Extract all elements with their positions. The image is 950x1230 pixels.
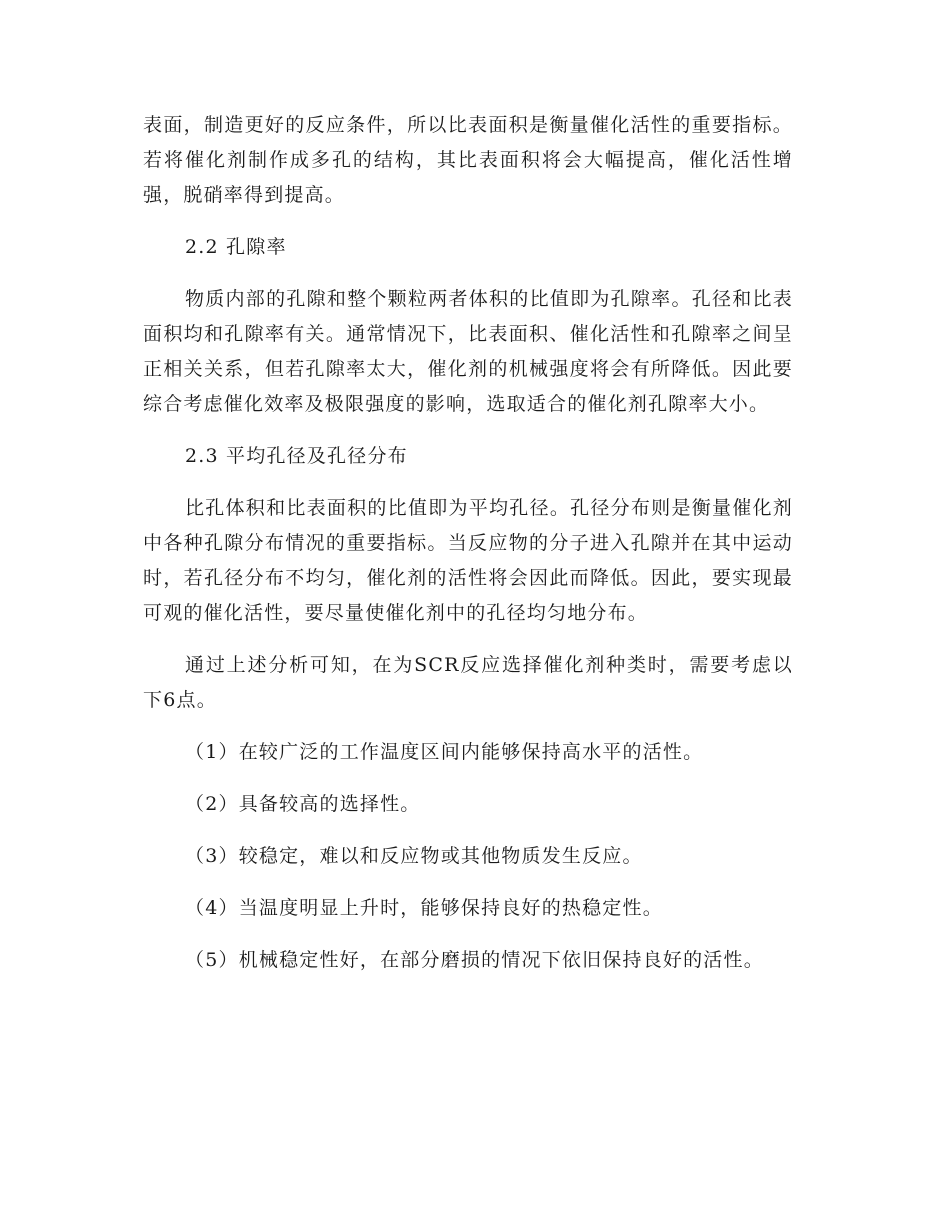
section-heading-pore-size: 2.3 平均孔径及孔径分布	[185, 445, 408, 467]
section-heading-porosity: 2.2 孔隙率	[185, 236, 287, 258]
list-item: （2）具备较高的选择性。	[185, 793, 421, 815]
list-item: （1）在较广泛的工作温度区间内能够保持高水平的活性。	[185, 741, 704, 763]
list-item: （3）较稳定，难以和反应物或其他物质发生反应。	[185, 845, 643, 867]
list-item: （4）当温度明显上升时，能够保持良好的热稳定性。	[185, 897, 663, 919]
document-body	[143, 108, 793, 995]
paragraph-specific-surface-area: 表面，制造更好的反应条件，所以比表面积是衡量催化活性的重要指标。若将催化剂制作成多孔的结构，其比表面积将会大幅提高，催化活性增强，脱硝率得到提高。	[143, 114, 793, 206]
paragraph-pore-size: 比孔体积和比表面积的比值即为平均孔径。孔径分布则是衡量催化剂中各种孔隙分布情况的重要指标。当反应物的分子进入孔隙并在其中运动时，若孔径分布不均匀，催化剂的活性将会因此而降低。因此，要实现最可观的催化活性，要尽量使催化剂中的孔径均匀地分布。	[143, 497, 793, 624]
paragraph-porosity: 物质内部的孔隙和整个颗粒两者体积的比值即为孔隙率。孔径和比表面积均和孔隙率有关。通常情况下，比表面积、催化活性和孔隙率之间呈正相关关系，但若孔隙率太大，催化剂的机械强度将会有所降低。因此要综合考虑催化效率及极限强度的影响，选取适合的催化剂孔隙率大小。	[143, 288, 793, 415]
paragraph-summary: 通过上述分析可知，在为SCR反应选择催化剂种类时，需要考虑以下6点。	[143, 654, 793, 711]
list-item: （5）机械稳定性好，在部分磨损的情况下依旧保持良好的活性。	[185, 949, 764, 971]
